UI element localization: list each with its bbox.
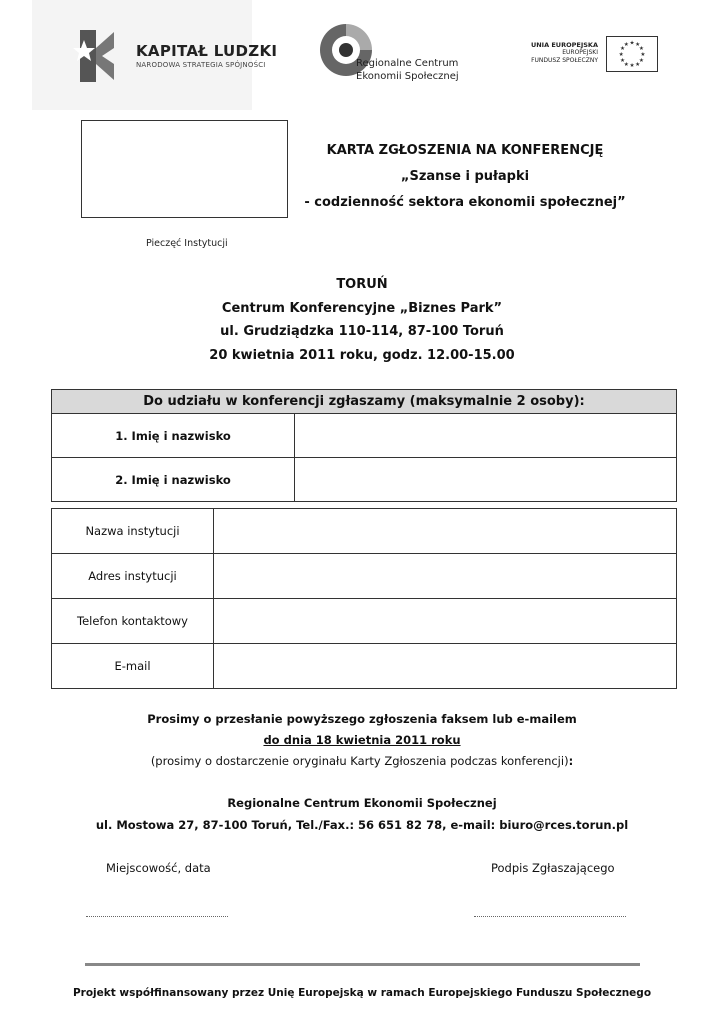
svg-text:★: ★ bbox=[623, 41, 629, 48]
rces-logo-line1: Regionalne Centrum bbox=[356, 58, 459, 69]
phone-field[interactable] bbox=[214, 599, 677, 644]
request-line-1: Prosimy o przesłanie powyższego zgłoszenia faksem lub e-mailem bbox=[147, 712, 577, 726]
rces-logo-text bbox=[356, 57, 459, 83]
event-city: TORUŃ bbox=[336, 277, 388, 292]
participants-header: Do udziału w konferencji zgłaszamy (maksymalnie 2 osoby): bbox=[52, 390, 677, 414]
organizer-info bbox=[0, 792, 724, 836]
eu-logo-text bbox=[531, 41, 598, 65]
stamp-box bbox=[81, 120, 288, 218]
svg-text:★: ★ bbox=[640, 51, 646, 58]
rces-logo bbox=[316, 20, 476, 84]
eu-flag-icon bbox=[606, 36, 658, 72]
stamp-label: Pieczęć Instytucji bbox=[146, 238, 228, 249]
participant-2-label: 2. Imię i nazwisko bbox=[52, 458, 295, 502]
svg-text:★: ★ bbox=[620, 58, 626, 65]
table-row bbox=[52, 414, 677, 458]
form-title bbox=[300, 138, 630, 216]
institution-name-label: Nazwa instytucji bbox=[52, 509, 214, 554]
footer-divider bbox=[85, 963, 640, 966]
eu-logo bbox=[526, 36, 658, 72]
footer-text: Projekt współfinansowany przez Unię Europejską w ramach Europejskiego Funduszu Społecznego bbox=[72, 987, 652, 999]
svg-text:★: ★ bbox=[620, 45, 626, 52]
institution-address-field[interactable] bbox=[214, 554, 677, 599]
email-label: E-mail bbox=[52, 644, 214, 689]
svg-text:★: ★ bbox=[635, 61, 641, 68]
submission-request bbox=[0, 709, 724, 772]
request-line-3-colon: : bbox=[568, 754, 574, 768]
svg-text:★: ★ bbox=[623, 61, 629, 68]
email-field[interactable] bbox=[214, 644, 677, 689]
title-line-2: „Szanse i pułapki bbox=[400, 169, 530, 184]
table-row bbox=[52, 644, 677, 689]
event-address: ul. Grudziądzka 110-114, 87-100 Toruń bbox=[220, 324, 504, 339]
kapital-ludzki-title: KAPITAŁ LUDZKI bbox=[136, 42, 278, 60]
eu-logo-line3: FUNDUSZ SPOŁECZNY bbox=[531, 57, 598, 64]
table-row bbox=[52, 509, 677, 554]
svg-text:★: ★ bbox=[629, 63, 635, 70]
signature-label: Podpis Zgłaszającego bbox=[491, 861, 615, 875]
kapital-ludzki-logo bbox=[32, 0, 278, 110]
svg-text:★: ★ bbox=[638, 58, 644, 65]
participant-2-field[interactable] bbox=[295, 458, 677, 502]
event-date: 20 kwietnia 2011 roku, godz. 12.00-15.00 bbox=[209, 347, 515, 363]
svg-text:★: ★ bbox=[629, 40, 635, 47]
event-info bbox=[0, 273, 724, 367]
title-line-1: KARTA ZGŁOSZENIA NA KONFERENCJĘ bbox=[326, 143, 604, 158]
place-date-label: Miejscowość, data bbox=[106, 861, 211, 875]
participants-table bbox=[51, 389, 677, 502]
organizer-contact: ul. Mostowa 27, 87-100 Toruń, Tel./Fax.: 56 651 82 78, e-mail: biuro@rces.torun.pl bbox=[95, 818, 629, 832]
kapital-ludzki-subtitle: NARODOWA STRATEGIA SPÓJNOŚCI bbox=[136, 61, 266, 69]
rces-logo-line2: Ekonomii Społecznej bbox=[356, 71, 459, 82]
event-venue: Centrum Konferencyjne „Biznes Park” bbox=[221, 300, 503, 316]
request-deadline: do dnia 18 kwietnia 2011 roku bbox=[263, 733, 461, 747]
phone-label: Telefon kontaktowy bbox=[52, 599, 214, 644]
title-line-3: - codzienność sektora ekonomii społecznej” bbox=[304, 195, 626, 210]
institution-name-field[interactable] bbox=[214, 509, 677, 554]
svg-text:★: ★ bbox=[638, 45, 644, 52]
organizer-name: Regionalne Centrum Ekonomii Społecznej bbox=[227, 796, 497, 810]
table-row bbox=[52, 458, 677, 502]
table-row bbox=[52, 599, 677, 644]
institution-address-label: Adres instytucji bbox=[52, 554, 214, 599]
kapital-ludzki-star-icon bbox=[62, 26, 122, 86]
institution-table bbox=[51, 508, 677, 689]
participant-1-label: 1. Imię i nazwisko bbox=[52, 414, 295, 458]
table-row bbox=[52, 554, 677, 599]
signature-line[interactable] bbox=[474, 916, 626, 917]
eu-logo-line1: UNIA EUROPEJSKA bbox=[530, 41, 598, 49]
participant-1-field[interactable] bbox=[295, 414, 677, 458]
eu-logo-line2: EUROPEJSKI bbox=[562, 49, 598, 56]
svg-text:★: ★ bbox=[635, 41, 641, 48]
svg-text:★: ★ bbox=[618, 51, 624, 58]
place-date-line[interactable] bbox=[86, 916, 228, 917]
request-line-3: (prosimy o dostarczenie oryginału Karty Zgłoszenia podczas konferencji) bbox=[150, 754, 569, 768]
